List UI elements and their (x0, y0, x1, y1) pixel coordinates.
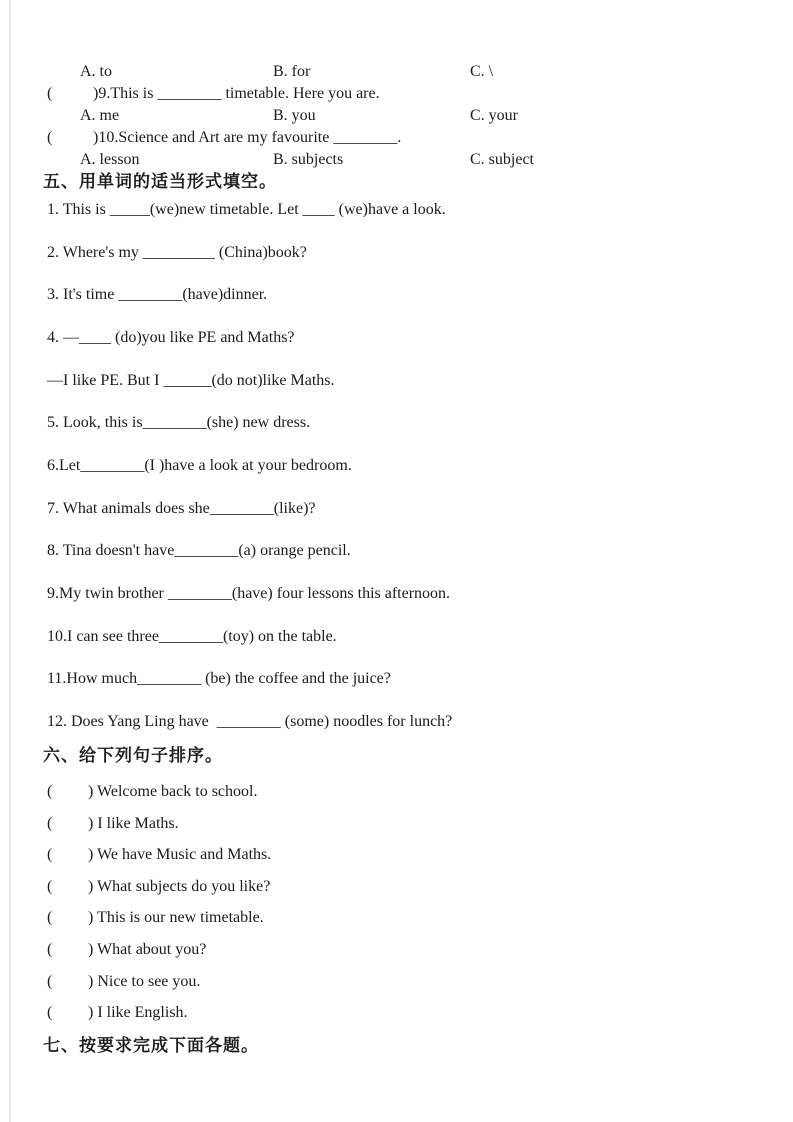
answer-bracket: ( (47, 973, 53, 990)
mc-option-b: B. subjects (273, 151, 344, 168)
fill-blank-item: 2. Where's my _________ (China)book? (47, 244, 307, 261)
answer-bracket: ( (47, 941, 53, 958)
answer-bracket: ( (47, 1004, 53, 1021)
mc-option-a: A. lesson (80, 151, 140, 168)
mc-option-c: C. subject (470, 151, 534, 168)
sequence-item-text: ) What about you? (88, 941, 207, 958)
mc-option-b: B. you (273, 107, 316, 124)
fill-blank-item: 11.How much________ (be) the coffee and the juice? (47, 670, 391, 687)
fill-blank-item: 1. This is _____(we)new timetable. Let ____ (we)have a look. (47, 201, 446, 218)
fill-blank-item: —I like PE. But I ______(do not)like Maths. (47, 372, 335, 389)
mc-option-c: C. \ (470, 63, 494, 80)
fill-blank-item: 7. What animals does she________(like)? (47, 500, 316, 517)
answer-bracket: ( (47, 909, 53, 926)
section-five-heading: 五、用单词的适当形式填空。 (43, 172, 277, 191)
mc-question-text: )9.This is ________ timetable. Here you are. (93, 85, 380, 102)
answer-bracket: ( (47, 878, 53, 895)
fill-blank-item: 9.My twin brother ________(have) four lessons this afternoon. (47, 585, 451, 602)
mc-option-a: A. me (80, 107, 120, 124)
answer-bracket: ( (47, 846, 53, 863)
sequence-item-text: ) This is our new timetable. (88, 909, 264, 926)
fill-blank-item: 10.I can see three________(toy) on the table. (47, 628, 337, 645)
fill-blank-item: 3. It's time ________(have)dinner. (47, 286, 268, 303)
answer-bracket: ( (47, 815, 53, 832)
page-edge-line (9, 0, 11, 1122)
fill-blank-item: 5. Look, this is________(she) new dress. (47, 414, 311, 431)
mc-question-text: )10.Science and Art are my favourite ________. (93, 129, 402, 146)
sequence-item-text: ) We have Music and Maths. (88, 846, 272, 863)
answer-bracket: ( (47, 85, 53, 102)
answer-bracket: ( (47, 783, 53, 800)
mc-option-b: B. for (273, 63, 311, 80)
section-seven-heading: 七、按要求完成下面各题。 (43, 1036, 259, 1055)
sequence-item-text: ) Nice to see you. (88, 973, 201, 990)
sequence-item-text: ) I like English. (88, 1004, 188, 1021)
mc-option-a: A. to (80, 63, 112, 80)
fill-blank-item: 6.Let________(I )have a look at your bedroom. (47, 457, 352, 474)
sequence-item-text: ) What subjects do you like? (88, 878, 271, 895)
sequence-item-text: ) I like Maths. (88, 815, 179, 832)
mc-option-c: C. your (470, 107, 518, 124)
fill-blank-item: 8. Tina doesn't have________(a) orange pencil. (47, 542, 351, 559)
fill-blank-item: 4. —____ (do)you like PE and Maths? (47, 329, 295, 346)
fill-blank-item: 12. Does Yang Ling have ________ (some) noodles for lunch? (47, 713, 453, 730)
sequence-item-text: ) Welcome back to school. (88, 783, 258, 800)
section-six-heading: 六、给下列句子排序。 (43, 746, 223, 765)
answer-bracket: ( (47, 129, 53, 146)
